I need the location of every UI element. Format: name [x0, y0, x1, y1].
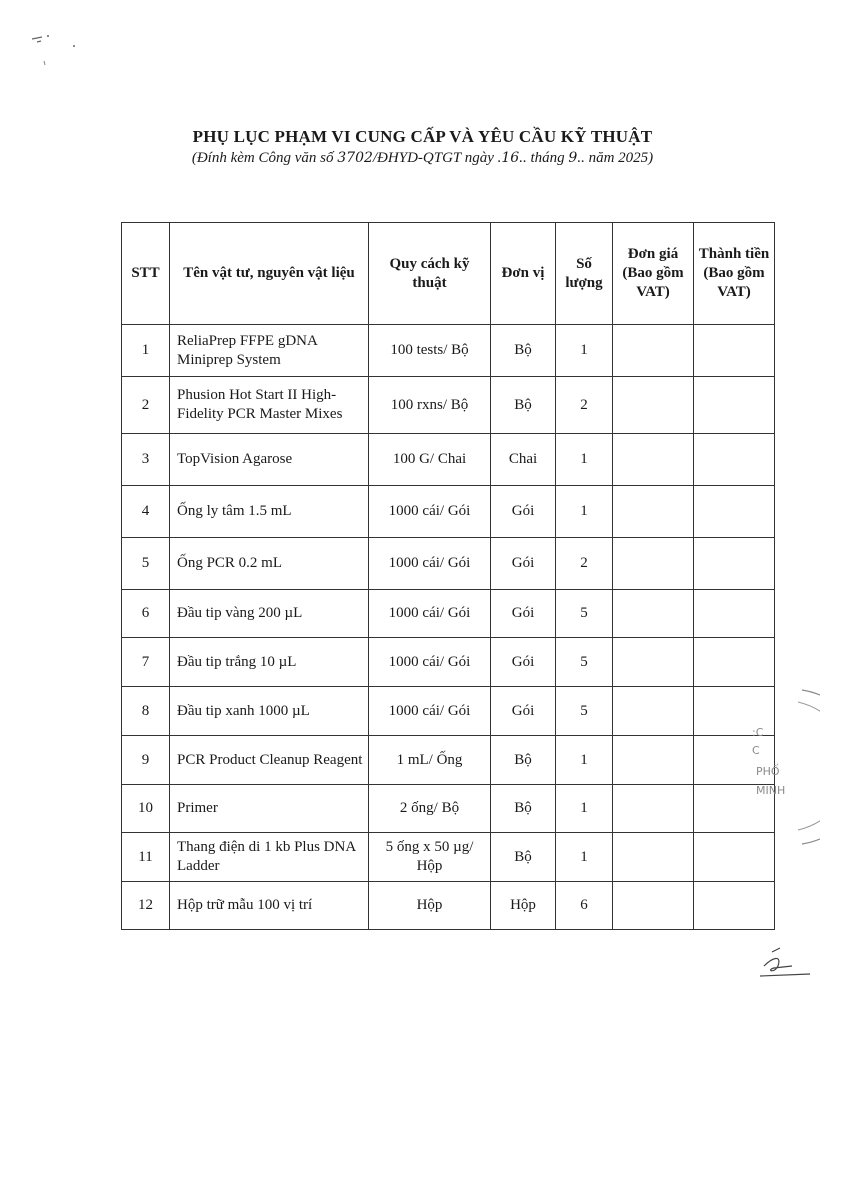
cell-total [694, 434, 775, 486]
cell-spec: 1000 cái/ Gói [369, 538, 491, 590]
cell-spec: 1 mL/ Ống [369, 736, 491, 785]
header-qty: Số lượng [556, 223, 613, 325]
document-title: PHỤ LỤC PHẠM VI CUNG CẤP VÀ YÊU CẦU KỸ THUẬT [192, 127, 653, 146]
cell-unit: Hộp [491, 882, 556, 930]
header-total: Thành tiền (Bao gồm VAT) [694, 223, 775, 325]
cell-total [694, 325, 775, 377]
cell-name: Ống ly tâm 1.5 mL [170, 486, 369, 538]
cell-price [613, 833, 694, 882]
header-unit: Đơn vị [491, 223, 556, 325]
cell-unit: Gói [491, 590, 556, 638]
cell-qty: 1 [556, 736, 613, 785]
cell-stt: 4 [122, 486, 170, 538]
table-row [122, 325, 775, 377]
cell-price [613, 736, 694, 785]
cell-stt: 12 [122, 882, 170, 930]
cell-price [613, 325, 694, 377]
cell-price [613, 590, 694, 638]
supply-table [121, 222, 775, 930]
subtitle-mid2: .. tháng [519, 150, 569, 166]
cell-unit: Gói [491, 486, 556, 538]
cell-price [613, 638, 694, 687]
cell-qty: 1 [556, 785, 613, 833]
cell-spec: 5 ống x 50 µg/ Hộp [369, 833, 491, 882]
doc-month: 9 [568, 150, 578, 166]
table-header-row [122, 223, 775, 325]
cell-unit: Bộ [491, 833, 556, 882]
table-row [122, 486, 775, 538]
cell-qty: 6 [556, 882, 613, 930]
table-row [122, 434, 775, 486]
cell-name: Hộp trữ mẫu 100 vị trí [170, 882, 369, 930]
cell-name: ReliaPrep FFPE gDNA Miniprep System [170, 325, 369, 377]
cell-qty: 1 [556, 325, 613, 377]
table-row [122, 882, 775, 930]
stamp-text-1: :C [752, 726, 764, 739]
cell-stt: 3 [122, 434, 170, 486]
cell-total [694, 638, 775, 687]
cell-stt: 7 [122, 638, 170, 687]
stamp [730, 688, 820, 848]
table-row [122, 538, 775, 590]
doc-number: 3702 [337, 150, 373, 166]
cell-name: Thang điện di 1 kb Plus DNA Ladder [170, 833, 369, 882]
cell-qty: 1 [556, 486, 613, 538]
cell-price [613, 785, 694, 833]
doc-day: 16 [501, 150, 520, 166]
cell-spec: 100 G/ Chai [369, 434, 491, 486]
table-row [122, 833, 775, 882]
cell-price [613, 486, 694, 538]
cell-stt: 11 [122, 833, 170, 882]
cell-total [694, 590, 775, 638]
subtitle-suffix: .. năm 2025) [577, 150, 654, 166]
cell-unit: Gói [491, 538, 556, 590]
header-price: Đơn giá (Bao gồm VAT) [613, 223, 694, 325]
table-row [122, 785, 775, 833]
cell-stt: 8 [122, 687, 170, 736]
table-row [122, 377, 775, 434]
cell-total [694, 882, 775, 930]
cell-stt: 6 [122, 590, 170, 638]
stamp-text-3: PHỐ [756, 765, 780, 778]
table-row [122, 736, 775, 785]
cell-qty: 2 [556, 377, 613, 434]
subtitle-mid1: /ĐHYD-QTGT ngày . [372, 150, 502, 166]
header-spec: Quy cách kỹ thuật [369, 223, 491, 325]
cell-price [613, 434, 694, 486]
header-stt: STT [122, 223, 170, 325]
subtitle-prefix: (Đính kèm Công văn số [191, 150, 338, 166]
cell-unit: Bộ [491, 377, 556, 434]
cell-total [694, 538, 775, 590]
cell-qty: 1 [556, 434, 613, 486]
cell-stt: 2 [122, 377, 170, 434]
cell-name: Ống PCR 0.2 mL [170, 538, 369, 590]
cell-unit: Bộ [491, 736, 556, 785]
cell-name: PCR Product Cleanup Reagent [170, 736, 369, 785]
cell-unit: Bộ [491, 325, 556, 377]
cell-price [613, 538, 694, 590]
cell-unit: Gói [491, 638, 556, 687]
cell-spec: 1000 cái/ Gói [369, 638, 491, 687]
cell-unit: Bộ [491, 785, 556, 833]
cell-qty: 2 [556, 538, 613, 590]
cell-qty: 5 [556, 638, 613, 687]
cell-qty: 5 [556, 687, 613, 736]
cell-spec: 1000 cái/ Gói [369, 590, 491, 638]
cell-qty: 5 [556, 590, 613, 638]
cell-stt: 9 [122, 736, 170, 785]
stamp-text-2: C [752, 744, 760, 757]
header-name: Tên vật tư, nguyên vật liệu [170, 223, 369, 325]
cell-price [613, 377, 694, 434]
cell-name: Primer [170, 785, 369, 833]
cell-total [694, 486, 775, 538]
cell-name: Đầu tip trắng 10 µL [170, 638, 369, 687]
cell-price [613, 882, 694, 930]
cell-spec: 2 ống/ Bộ [369, 785, 491, 833]
cell-total [694, 377, 775, 434]
cell-name: TopVision Agarose [170, 434, 369, 486]
table-row [122, 590, 775, 638]
cell-price [613, 687, 694, 736]
cell-name: Đầu tip vàng 200 µL [170, 590, 369, 638]
table-row [122, 687, 775, 736]
cell-spec: 1000 cái/ Gói [369, 687, 491, 736]
cell-name: Đầu tip xanh 1000 µL [170, 687, 369, 736]
cell-stt: 5 [122, 538, 170, 590]
scan-marks [28, 15, 88, 75]
initial-signature [752, 940, 812, 990]
cell-spec: Hộp [369, 882, 491, 930]
cell-spec: 1000 cái/ Gói [369, 486, 491, 538]
cell-qty: 1 [556, 833, 613, 882]
stamp-text-4: MINH [756, 784, 786, 797]
cell-spec: 100 tests/ Bộ [369, 325, 491, 377]
cell-unit: Gói [491, 687, 556, 736]
cell-stt: 10 [122, 785, 170, 833]
cell-name: Phusion Hot Start II High-Fidelity PCR Master Mixes [170, 377, 369, 434]
cell-unit: Chai [491, 434, 556, 486]
table-row [122, 638, 775, 687]
cell-spec: 100 rxns/ Bộ [369, 377, 491, 434]
cell-stt: 1 [122, 325, 170, 377]
document-subtitle [0, 150, 845, 167]
